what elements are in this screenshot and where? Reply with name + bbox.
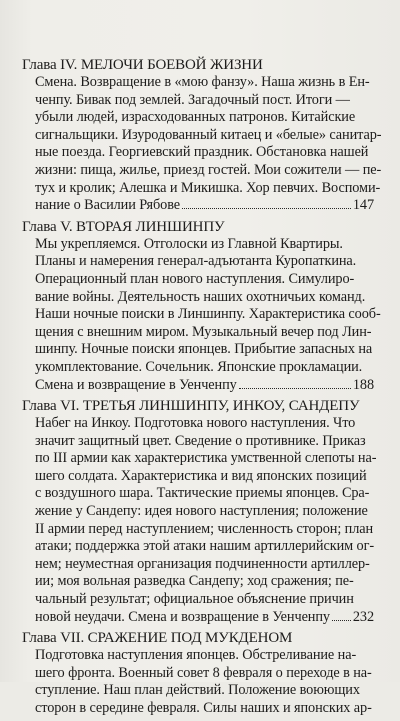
summary-line [35,468,374,486]
summary-text: Смена и возвращение в Уенченпу [35,376,237,393]
summary-line [35,197,374,215]
toc-chapter [22,629,374,717]
chapter-title: Глава V. ВТОРАЯ ЛИНШИНПУ [22,218,225,235]
summary-line [35,359,374,377]
table-of-contents [22,56,382,721]
summary-text: шего солдата. Характеристика и вид японских позиций [35,467,367,484]
summary-line [35,591,374,609]
summary-text: чальный результат; официальное объяснение причин [35,591,354,608]
summary-text: сторон в середине февраля. Силы наших и японских ар- [35,700,372,716]
summary-text: Наши ночные поиски в Линшинпу. Характеристика сооб- [35,306,381,323]
summary-line [35,538,374,556]
summary-line [35,450,377,468]
summary-line [35,503,374,521]
chapter-summary [35,235,381,394]
summary-line [35,609,374,627]
summary-text: Смена. Возвращение в «мою фанзу». Наша жизнь в Ен- [35,74,370,90]
summary-line [35,271,374,289]
summary-text: Подготовка наступления японцев. Обстреливание на- [35,647,357,664]
summary-line [35,289,374,307]
dot-leader [239,388,351,389]
summary-line [35,341,374,359]
summary-line [35,161,382,180]
summary-text: новой неудачи. Смена и возвращение в Уенченпу [35,608,330,625]
summary-line [35,647,374,665]
summary-line [35,144,374,162]
toc-chapter [22,218,381,394]
summary-text: с воздушного шара. Тактические приемы японцев. Сра- [35,485,370,502]
summary-text: нем; неуместная организация подчиненности артиллер- [35,555,370,572]
summary-line [35,126,382,145]
summary-line [35,700,374,718]
summary-line [35,415,374,433]
chapter-summary [35,647,374,717]
dot-leader [332,620,351,621]
chapter-title: Глава VI. ТРЕТЬЯ ЛИНШИНПУ, ИНКОУ, САНДЕПУ [22,398,360,415]
summary-line [35,179,381,198]
summary-line [35,306,381,324]
summary-text: убыли людей, израсходованных патронов. Китайские [35,109,356,126]
toc-chapter [22,397,377,626]
summary-line [35,324,374,342]
summary-text: шинпу. Ночные поиски японцев. Прибытие запасных на [35,341,373,358]
chapter-summary [35,74,382,215]
summary-text: Набег на Инкоу. Подготовка нового наступления. Что [35,415,356,432]
summary-text: укомплектование. Сочельник. Японские прокламации. [35,358,363,375]
summary-line [35,109,374,127]
chapter-summary [35,415,377,626]
summary-text: шего фронта. Военный совет 8 февраля о переходе в на- [35,664,372,681]
summary-text: значит защитный цвет. Сведение о противнике. Приказ [35,432,366,449]
page-number: 147 [352,197,374,214]
dot-leader [182,208,351,209]
summary-text: атаки; поддержка этой атаки нашим артиллерийским ог- [35,538,375,555]
summary-line [35,682,374,700]
summary-text: ступление. Наш план действий. Положение воюющих [35,682,360,699]
summary-line [35,433,374,451]
summary-text: по III армии как характеристика умственной слепоты на- [35,450,377,467]
page-number: 188 [352,376,374,393]
summary-text: Планы и намерения генерал-адъютанта Куропаткина. [35,253,357,270]
page-number: 232 [352,608,374,625]
summary-text: вание войны. Деятельность наших охотничьих команд. [35,288,366,305]
summary-line [35,521,374,539]
summary-line [35,556,374,574]
summary-line [35,485,374,503]
summary-text: II армии перед наступлением; численность сторон; план [35,520,374,537]
summary-line [35,665,374,683]
summary-line [35,92,374,110]
summary-line [35,573,374,591]
summary-line [35,236,374,254]
summary-line [35,74,374,92]
summary-text: сигнальщики. Изуродованный китаец и «белые» санитар- [35,126,382,143]
summary-text: ии; моя вольная разведка Сандепу; ход сражения; пе- [35,573,354,590]
summary-text: ченпу. Бивак под землей. Загадочный пост. Итоги — [35,91,350,108]
chapter-title: Глава IV. МЕЛОЧИ БОЕВОЙ ЖИЗНИ [22,57,263,73]
summary-text: щения с внешним миром. Музыкальный вечер под Лин- [35,323,372,340]
toc-chapter [22,56,382,215]
summary-text: тух и кролик; Алешка и Микишка. Хор певчих. Воспоми- [35,179,381,196]
summary-text: ные поезда. Георгиевский праздник. Обстановка нашей [35,144,369,161]
summary-text: Мы укрепляемся. Отголоски из Главной Квартиры. [35,235,343,252]
summary-line [35,377,374,395]
summary-line [35,253,374,271]
chapter-title: Глава VII. СРАЖЕНИЕ ПОД МУКДЕНОМ [22,630,293,647]
summary-text: Операционный план нового наступления. Симулиро- [35,270,355,287]
summary-text: жение у Сандепу: идея нового наступления; положение [35,503,368,520]
summary-text: жизни: пища, жилье, приезд гостей. Мои сожители — пе- [35,161,382,178]
summary-text: нание о Василии Рябове [35,197,181,214]
